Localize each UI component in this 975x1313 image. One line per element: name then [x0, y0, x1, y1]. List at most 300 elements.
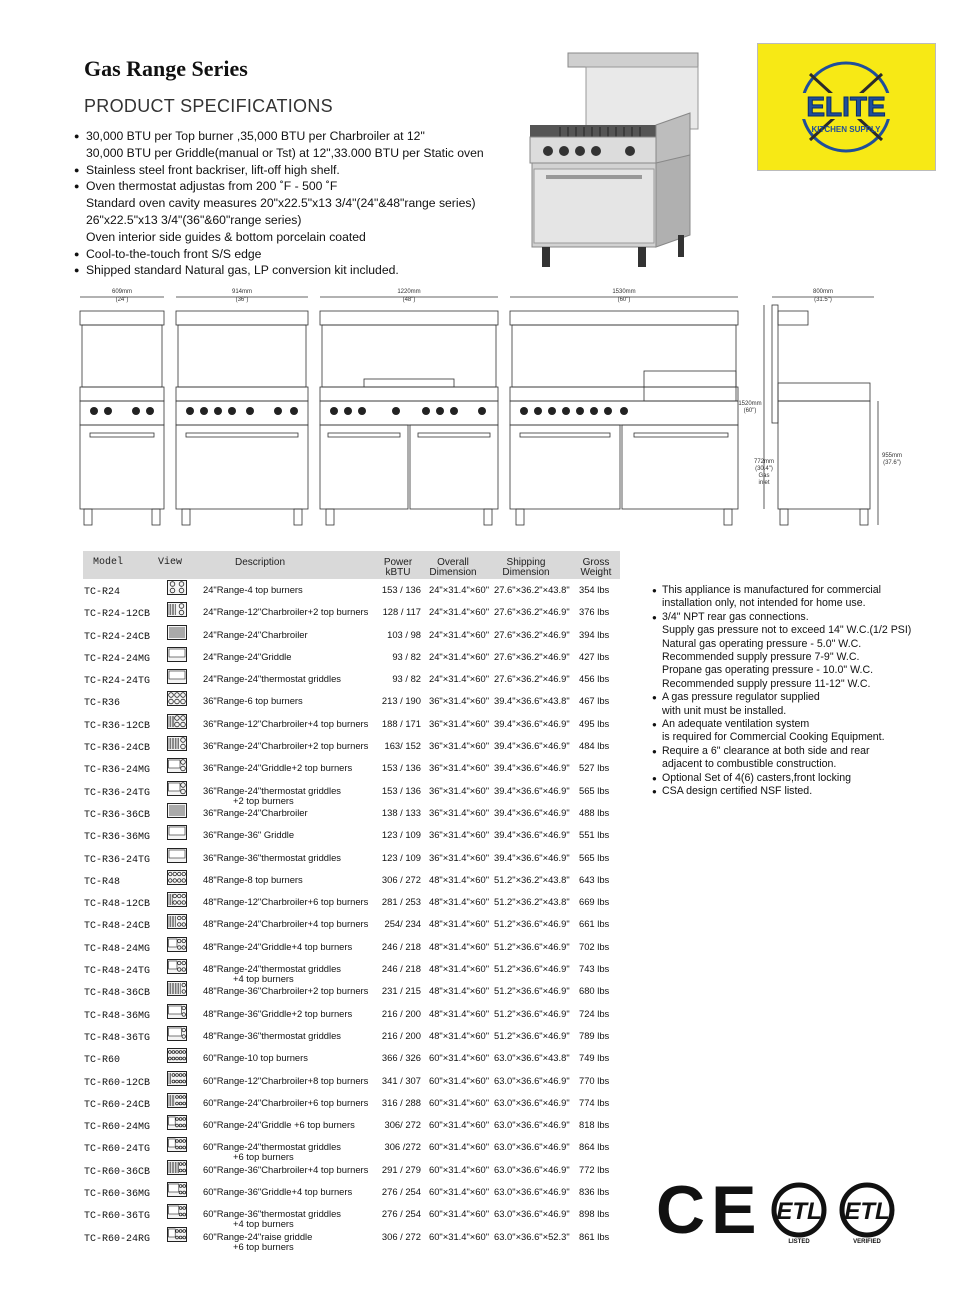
view-icon — [167, 892, 187, 907]
view-icon — [167, 1071, 187, 1086]
table-row — [83, 1181, 620, 1203]
power-cell: 163/ 152 — [384, 740, 421, 752]
description-cell: 36"Range-36"thermostat griddles — [203, 851, 341, 863]
bullet-icon: ● — [652, 693, 657, 703]
shipping-dimension-cell: 63.0"×36.6"×46.9" — [494, 1163, 570, 1175]
description-cell: 48"Range-36"Griddle+2 top burners — [203, 1007, 353, 1019]
overall-dimension-cell: 60"×31.4"×60" — [429, 1119, 490, 1131]
header-shipping: Shipping Dimension — [502, 557, 550, 578]
model-cell: TC-R60-36TG — [84, 1211, 151, 1223]
overall-dimension-cell: 36"×31.4"×60" — [429, 806, 490, 818]
power-cell: 276 / 254 — [381, 1186, 421, 1198]
table-row — [83, 913, 620, 935]
weight-cell: 724 lbs — [579, 1007, 610, 1019]
feature-line: Oven thermostat adjustas from 200 ˚F - 500 ˚F — [86, 179, 338, 194]
power-cell: 316 / 288 — [381, 1096, 421, 1108]
shipping-dimension-cell: 63.0"×36.6"×46.9" — [494, 1186, 570, 1198]
overall-dimension-cell: 36"×31.4"×60" — [429, 695, 490, 707]
description-cont-cell: +4 top burners — [233, 1218, 294, 1230]
dim-60-mm: 1530mm — [612, 289, 636, 295]
view-icon — [167, 781, 187, 796]
view-icon — [167, 602, 187, 617]
note-line: Propane gas operating pressure - 10.0" W.C. — [662, 664, 874, 677]
view-icon — [167, 981, 187, 996]
overall-dimension-cell: 36"×31.4"×60" — [429, 851, 490, 863]
note-line: Recommended supply pressure 7-9" W.C. — [662, 651, 860, 664]
overall-dimension-cell: 60"×31.4"×60" — [429, 1230, 490, 1242]
description-cell: 24"Range-24"thermostat griddles — [203, 673, 341, 685]
etl-verified-icon — [842, 1185, 892, 1245]
table-body — [83, 579, 620, 1252]
description-cell: 60"Range-24"raise griddle — [203, 1230, 313, 1242]
header-power: Power kBTU — [383, 557, 413, 578]
table-row — [83, 980, 620, 1002]
view-icon — [167, 736, 187, 751]
bullet-icon: ● — [652, 773, 657, 783]
model-cell: TC-R36-24MG — [84, 765, 151, 777]
view-icon — [167, 959, 187, 974]
table-row — [83, 869, 620, 891]
bullet-icon: ● — [74, 164, 80, 175]
power-cell: 246 / 218 — [381, 940, 421, 952]
model-cell: TC-R60-24TG — [84, 1144, 151, 1156]
table-row — [83, 1070, 620, 1092]
shipping-dimension-cell: 63.0"×36.6"×43.8" — [494, 1052, 570, 1064]
overall-dimension-cell: 36"×31.4"×60" — [429, 829, 490, 841]
shipping-dimension-cell: 39.4"×36.6"×46.9" — [494, 784, 570, 796]
feature-line: Cool-to-the-touch front S/S edge — [86, 246, 262, 261]
model-cell: TC-R24-24MG — [84, 653, 151, 665]
description-cell: 36"Range-24"Griddle+2 top burners — [203, 762, 353, 774]
weight-cell: 743 lbs — [579, 963, 610, 975]
header-gross: Gross Weight — [580, 557, 612, 578]
weight-cell: 488 lbs — [579, 806, 610, 818]
shipping-dimension-cell: 51.2"×36.6"×46.9" — [494, 1029, 570, 1041]
view-icon — [167, 1137, 187, 1152]
description-cell: 36"Range-24"Charbroiler — [203, 806, 308, 818]
table-row — [83, 1003, 620, 1025]
view-icon — [167, 1160, 187, 1175]
description-cell: 36"Range-12"Charbroiler+4 top burners — [203, 717, 369, 729]
power-cell: 306 / 272 — [381, 873, 421, 885]
weight-cell: 836 lbs — [579, 1186, 610, 1198]
overall-dimension-cell: 48"×31.4"×60" — [429, 963, 490, 975]
model-cell: TC-R60-24CB — [84, 1099, 151, 1111]
view-icon — [167, 714, 187, 729]
header-view: View — [158, 557, 183, 568]
feature-item — [74, 178, 514, 245]
shipping-dimension-cell: 39.4"×36.6"×46.9" — [494, 851, 570, 863]
note-line: This appliance is manufactured for commercial — [662, 584, 882, 596]
shipping-dimension-cell: 27.6"×36.2"×43.8" — [494, 584, 570, 595]
description-cell: 60"Range-10 top burners — [203, 1052, 308, 1064]
shipping-dimension-cell: 39.4"×36.6"×46.9" — [494, 762, 570, 774]
ce-mark: CE — [656, 1175, 763, 1245]
description-cell: 60"Range-36"Griddle+4 top burners — [203, 1186, 353, 1198]
depth-overall-mm: 955mm — [881, 453, 903, 459]
weight-cell: 565 lbs — [579, 851, 610, 863]
shipping-dimension-cell: 51.2"×36.2"×43.8" — [494, 873, 570, 885]
description-cell: 48"Range-24"Griddle+4 top burners — [203, 940, 353, 952]
power-cell: 216 / 200 — [381, 1007, 421, 1019]
overall-dimension-cell: 60"×31.4"×60" — [429, 1096, 490, 1108]
shipping-dimension-cell: 27.6"×36.2"×46.9" — [494, 650, 570, 662]
shipping-dimension-cell: 63.0"×36.6"×52.3" — [494, 1230, 570, 1242]
note-item — [652, 611, 932, 691]
model-cell: TC-R60-12CB — [84, 1077, 151, 1089]
feature-line: 30,000 BTU per Top burner ,35,000 BTU per Charbroiler at 12" — [86, 129, 425, 143]
weight-cell: 864 lbs — [579, 1141, 610, 1153]
model-cell: TC-R60 — [84, 1055, 121, 1067]
inlet-label1: Gas — [758, 473, 770, 479]
note-line: 3/4" NPT rear gas connections. — [662, 610, 809, 623]
model-cell: TC-R36-12CB — [84, 720, 151, 732]
shipping-dimension-cell: 39.4"×36.6"×46.9" — [494, 717, 570, 729]
description-cell: 36"Range-36" Griddle — [203, 829, 295, 841]
view-icon — [167, 1227, 187, 1242]
model-cell: TC-R24-24TG — [84, 676, 151, 688]
table-row — [83, 668, 620, 690]
page-subtitle: PRODUCT SPECIFICATIONS — [84, 96, 333, 116]
dim-60-in: (60") — [617, 297, 631, 303]
table-row — [83, 891, 620, 913]
overall-dimension-cell: 36"×31.4"×60" — [429, 784, 490, 796]
table-row — [83, 1114, 620, 1136]
dim-24-in: (24") — [115, 297, 129, 303]
description-cell: 60"Range-12"Charbroiler+8 top burners — [203, 1074, 369, 1086]
feature-line: Oven interior side guides & bottom porcelain coated — [86, 229, 366, 244]
table-row — [83, 579, 620, 601]
description-cell: 36"Range-24"Charbroiler+2 top burners — [203, 740, 369, 752]
view-icon — [167, 1115, 187, 1130]
model-cell: TC-R24 — [84, 587, 121, 598]
description-cont-cell: +4 top burners — [233, 973, 294, 985]
weight-cell: 565 lbs — [579, 784, 610, 796]
power-cell: 123 / 109 — [381, 851, 421, 863]
model-cell: TC-R48-24MG — [84, 943, 151, 955]
header-model: Model — [93, 557, 124, 568]
view-icon — [167, 1048, 187, 1063]
dim-depth-mm: 800mm — [812, 289, 834, 295]
power-cell: 306/ 272 — [384, 1119, 421, 1131]
weight-cell: 376 lbs — [579, 606, 610, 618]
shipping-dimension-cell: 51.2"×36.6"×46.9" — [494, 963, 570, 975]
view-icon — [167, 758, 187, 773]
model-cell: TC-R24-24CB — [84, 631, 151, 643]
shipping-dimension-cell: 51.2"×36.6"×46.9" — [494, 918, 570, 930]
weight-cell: 456 lbs — [579, 673, 610, 685]
dim-24-mm: 609mm — [111, 289, 133, 295]
overall-dimension-cell: 36"×31.4"×60" — [429, 740, 490, 752]
note-line: A gas pressure regulator supplied — [662, 691, 820, 704]
bullet-icon: ● — [652, 612, 657, 622]
spec-table — [83, 551, 620, 1252]
model-cell: TC-R36-24TG — [84, 787, 151, 799]
note-line: CSA design certified NSF listed. — [662, 785, 813, 798]
table-row — [83, 936, 620, 958]
table-row — [83, 802, 620, 824]
view-icon — [167, 580, 187, 595]
feature-item — [74, 262, 514, 279]
table-row — [83, 690, 620, 712]
dim-depth-in: (31.5") — [814, 297, 832, 303]
description-cell: 60"Range-24"thermostat griddles — [203, 1141, 341, 1153]
shipping-dimension-cell: 51.2"×36.2"×43.8" — [494, 896, 570, 908]
note-item — [652, 785, 932, 798]
weight-cell: 898 lbs — [579, 1208, 610, 1220]
power-cell: 366 / 326 — [381, 1052, 421, 1064]
weight-cell: 818 lbs — [579, 1119, 610, 1131]
weight-cell: 789 lbs — [579, 1029, 610, 1041]
overall-dimension-cell: 24"×31.4"×60" — [429, 650, 490, 662]
note-item — [652, 745, 932, 772]
model-cell: TC-R36-36MG — [84, 832, 151, 844]
power-cell: 188 / 171 — [381, 717, 421, 729]
power-cell: 153 / 136 — [381, 784, 421, 796]
model-cell: TC-R48-36TG — [84, 1032, 151, 1044]
shipping-dimension-cell: 39.4"×36.6"×46.9" — [494, 740, 570, 752]
view-icon — [167, 914, 187, 929]
power-cell: 231 / 215 — [381, 985, 421, 997]
bullet-icon: ● — [74, 131, 80, 141]
description-cell: 60"Range-36"thermostat griddles — [203, 1208, 341, 1220]
weight-cell: 680 lbs — [579, 985, 610, 997]
model-cell: TC-R36-24TG — [84, 854, 151, 866]
shipping-dimension-cell: 63.0"×36.6"×46.9" — [494, 1208, 570, 1220]
weight-cell: 772 lbs — [579, 1163, 610, 1175]
overall-dimension-cell: 48"×31.4"×60" — [429, 985, 490, 997]
description-cell: 36"Range-6 top burners — [203, 695, 303, 707]
model-cell: TC-R36-36CB — [84, 809, 151, 821]
header-description: Description — [235, 557, 286, 568]
description-cell: 24"Range-12"Charbroiler+2 top burners — [203, 606, 369, 618]
page-title: Gas Range Series — [84, 56, 248, 81]
etl-verified-mark: ETL — [844, 1198, 890, 1225]
description-cell: 48"Range-8 top burners — [203, 873, 303, 885]
weight-cell: 394 lbs — [579, 628, 610, 640]
feature-item — [74, 162, 514, 179]
model-cell: TC-R48-24CB — [84, 921, 151, 933]
etl-listed-mark: ETL — [776, 1198, 822, 1225]
table-row — [83, 1047, 620, 1069]
weight-cell: 484 lbs — [579, 740, 610, 752]
model-cell: TC-R48-12CB — [84, 899, 151, 911]
table-row — [83, 735, 620, 757]
description-cell: 36"Range-24"thermostat griddles — [203, 784, 341, 796]
overall-dimension-cell: 60"×31.4"×60" — [429, 1186, 490, 1198]
bullet-icon: ● — [74, 265, 80, 276]
power-cell: 93 / 82 — [392, 650, 421, 662]
view-icon — [167, 669, 187, 684]
shipping-dimension-cell: 63.0"×36.6"×46.9" — [494, 1119, 570, 1131]
etl-listed-label: LISTED — [788, 1239, 810, 1245]
certification-marks — [652, 1175, 912, 1245]
weight-cell: 495 lbs — [579, 717, 610, 729]
power-cell: 306 / 272 — [381, 1230, 421, 1242]
shipping-dimension-cell: 51.2"×36.6"×46.9" — [494, 1007, 570, 1019]
weight-cell: 749 lbs — [579, 1052, 610, 1064]
dim-36-mm: 914mm — [231, 289, 253, 295]
power-cell: 254/ 234 — [384, 918, 421, 930]
bullet-icon: ● — [652, 720, 657, 730]
table-row — [83, 624, 620, 646]
overall-dimension-cell: 24"×31.4"×60" — [429, 673, 490, 685]
note-line: is required for Commercial Cooking Equipment. — [662, 731, 885, 744]
bullet-icon: ● — [652, 586, 657, 595]
weight-cell: 661 lbs — [579, 918, 610, 930]
overall-dimension-cell: 60"×31.4"×60" — [429, 1074, 490, 1086]
weight-cell: 527 lbs — [579, 762, 610, 774]
range-photo — [520, 45, 710, 285]
table-row — [83, 1092, 620, 1114]
note-line: Require a 6" clearance at both side and rear — [662, 744, 870, 757]
model-cell: TC-R48-36CB — [84, 988, 151, 1000]
table-row — [83, 1025, 620, 1047]
description-cell: 48"Range-24"thermostat griddles — [203, 963, 341, 975]
feature-list — [74, 128, 514, 279]
shipping-dimension-cell: 27.6"×36.2"×46.9" — [494, 673, 570, 685]
power-cell: 93 / 82 — [392, 673, 421, 685]
technical-drawings — [78, 287, 908, 532]
power-cell: 153 / 136 — [381, 584, 421, 595]
model-cell: TC-R60-36CB — [84, 1166, 151, 1178]
description-cont-cell: +6 top burners — [233, 1151, 294, 1163]
view-icon — [167, 870, 187, 885]
table-row — [83, 601, 620, 623]
overall-dimension-cell: 36"×31.4"×60" — [429, 717, 490, 729]
power-cell: 103 / 98 — [387, 628, 421, 640]
power-cell: 213 / 190 — [381, 695, 421, 707]
weight-cell: 770 lbs — [579, 1074, 610, 1086]
power-cell: 291 / 279 — [381, 1163, 421, 1175]
feature-item — [74, 128, 514, 162]
view-icon — [167, 848, 187, 863]
overall-dimension-cell: 48"×31.4"×60" — [429, 940, 490, 952]
power-cell: 153 / 136 — [381, 762, 421, 774]
model-cell: TC-R36-24CB — [84, 743, 151, 755]
description-cont-cell: +6 top burners — [233, 1240, 294, 1252]
description-cell: 60"Range-24"Charbroiler+6 top burners — [203, 1096, 369, 1108]
height-in: (60") — [743, 408, 757, 414]
overall-dimension-cell: 48"×31.4"×60" — [429, 1007, 490, 1019]
table-row — [83, 1159, 620, 1181]
shipping-dimension-cell: 63.0"×36.6"×46.9" — [494, 1096, 570, 1108]
logo-tagline: KITCHEN SUPPLY — [811, 125, 881, 134]
weight-cell: 643 lbs — [579, 873, 610, 885]
elite-logo — [757, 43, 936, 171]
power-cell: 306 /272 — [384, 1141, 421, 1153]
model-cell: TC-R48-24TG — [84, 966, 151, 978]
power-cell: 341 / 307 — [381, 1074, 421, 1086]
power-cell: 246 / 218 — [381, 963, 421, 975]
note-item — [652, 584, 932, 611]
feature-line: 30,000 BTU per Griddle(manual or Tst) at 12",33.000 BTU per Static oven — [86, 145, 484, 160]
table-row — [83, 824, 620, 846]
feature-line: Shipped standard Natural gas, LP conversion kit included. — [86, 263, 399, 278]
overall-dimension-cell: 24"×31.4"×60" — [429, 606, 490, 618]
table-row — [83, 847, 620, 869]
overall-dimension-cell: 48"×31.4"×60" — [429, 873, 490, 885]
note-line: with unit must be installed. — [662, 704, 787, 717]
description-cell: 48"Range-12"Charbroiler+6 top burners — [203, 896, 369, 908]
overall-dimension-cell: 24"×31.4"×60" — [429, 628, 490, 640]
etl-listed-icon — [774, 1185, 824, 1245]
bullet-icon: ● — [74, 181, 80, 192]
power-cell: 216 / 200 — [381, 1029, 421, 1041]
table-row — [83, 757, 620, 779]
overall-dimension-cell: 36"×31.4"×60" — [429, 762, 490, 774]
note-item — [652, 772, 932, 785]
weight-cell: 354 lbs — [579, 584, 610, 595]
table-row — [83, 780, 620, 806]
table-row — [83, 1136, 620, 1163]
bullet-icon: ● — [652, 746, 657, 756]
table-row — [83, 1203, 620, 1230]
note-line: Optional Set of 4(6) casters,front locking — [662, 771, 852, 784]
bullet-icon: ● — [74, 248, 80, 259]
description-cell: 48"Range-24"Charbroiler+4 top burners — [203, 918, 369, 930]
table-row — [83, 1226, 620, 1252]
weight-cell: 669 lbs — [579, 896, 610, 908]
shipping-dimension-cell: 39.4"×36.6"×43.8" — [494, 695, 570, 707]
view-icon — [167, 1093, 187, 1108]
overall-dimension-cell: 60"×31.4"×60" — [429, 1141, 490, 1153]
depth-overall-in: (37.6") — [883, 460, 901, 466]
table-row — [83, 958, 620, 985]
description-cell: 48"Range-36"thermostat griddles — [203, 1029, 341, 1041]
inlet-in: (30.4") — [755, 466, 773, 472]
model-cell: TC-R24-12CB — [84, 609, 151, 621]
overall-dimension-cell: 48"×31.4"×60" — [429, 896, 490, 908]
view-icon — [167, 1182, 187, 1197]
note-line: Supply gas pressure not to exceed 14" W.C.(1/2 PSI) — [662, 624, 912, 637]
table-row — [83, 646, 620, 668]
note-line: Natural gas operating pressure - 5.0" W.C. — [662, 637, 862, 650]
dim-48-mm: 1220mm — [397, 289, 421, 295]
overall-dimension-cell: 60"×31.4"×60" — [429, 1163, 490, 1175]
description-cell: 48"Range-36"Charbroiler+2 top burners — [203, 985, 369, 997]
note-line: installation only, not intended for home use. — [662, 597, 866, 610]
view-icon — [167, 937, 187, 952]
shipping-dimension-cell: 27.6"×36.2"×46.9" — [494, 606, 570, 618]
model-cell: TC-R60-24RG — [84, 1233, 151, 1245]
power-cell: 276 / 254 — [381, 1208, 421, 1220]
view-icon — [167, 1204, 187, 1219]
dim-48-in: (48") — [402, 297, 416, 303]
power-cell: 281 / 253 — [381, 896, 421, 908]
model-cell: TC-R36 — [84, 698, 121, 710]
header-overall: Overall Dimension — [429, 557, 477, 578]
description-cell: 60"Range-24"Griddle +6 top burners — [203, 1119, 355, 1131]
weight-cell: 861 lbs — [579, 1230, 610, 1242]
model-cell: TC-R60-36MG — [84, 1189, 151, 1201]
shipping-dimension-cell: 51.2"×36.6"×46.9" — [494, 940, 570, 952]
power-cell: 138 / 133 — [381, 806, 421, 818]
note-item — [652, 718, 932, 745]
view-icon — [167, 625, 187, 640]
description-cont-cell: +2 top burners — [233, 794, 294, 806]
weight-cell: 427 lbs — [579, 650, 610, 662]
table-header — [83, 551, 620, 579]
weight-cell: 467 lbs — [579, 695, 610, 707]
shipping-dimension-cell: 51.2"×36.6"×46.9" — [494, 985, 570, 997]
overall-dimension-cell: 48"×31.4"×60" — [429, 1029, 490, 1041]
dim-36-in: (36") — [235, 297, 249, 303]
feature-item — [74, 246, 514, 263]
description-cell: 24"Range-4 top burners — [203, 584, 303, 595]
weight-cell: 702 lbs — [579, 940, 610, 952]
height-mm: 1520mm — [738, 401, 762, 407]
